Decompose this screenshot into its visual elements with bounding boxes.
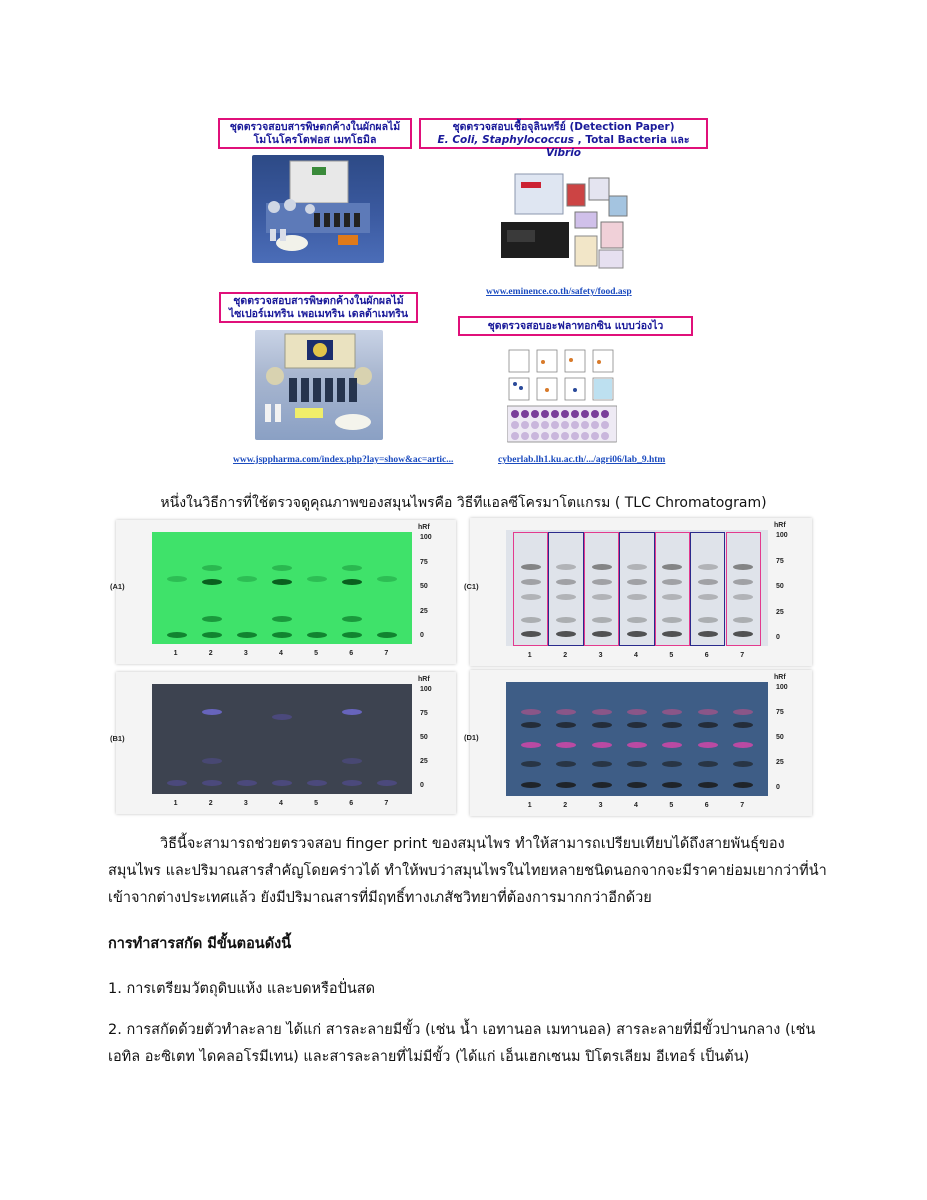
tlc-band (202, 709, 222, 715)
tlc-axis-tick: 75 (420, 558, 428, 566)
tlc-lane-number: 6 (349, 800, 354, 807)
tlc-band (592, 709, 612, 715)
tlc-axis-tick: 100 (776, 532, 788, 539)
tlc-axis-tick: 25 (420, 607, 428, 615)
tlc-band (202, 565, 222, 571)
tlc-band (556, 782, 576, 788)
tlc-axis-unit: hRf (774, 674, 786, 681)
tlc-band (272, 714, 292, 720)
tlc-axis-tick: 0 (420, 632, 424, 639)
tlc-band (307, 780, 327, 786)
tlc-axis-tick: 75 (776, 557, 784, 565)
tlc-lane-highlight (584, 532, 619, 646)
step-1: 1. การเตรียมวัตถุดิบแห้ง และบดหรือปั่นสด (108, 981, 375, 997)
tlc-band (733, 782, 753, 788)
tlc-lane-number: 1 (527, 802, 532, 809)
tlc-lane-number: 6 (704, 652, 709, 659)
tlc-lane-highlight (513, 532, 548, 646)
tlc-plate (506, 682, 768, 796)
tlc-band (237, 576, 257, 582)
link-jsppharma[interactable]: www.jsppharma.com/index.php?lay=show&ac=artic... (233, 455, 454, 465)
kit-photo-monocrotophos-drawing (252, 155, 384, 263)
paragraph-fingerprint: วิธีนี้จะสามารถช่วยตรวจสอบ finger print ของสมุนไพร ทำให้สามารถเปรียบเทียบได้ถึงสายพันธุ์ของสมุนไพร และปริมาณสารสำคัญโดยคร่าวได้ ทำให้พบว่าสมุนไพรในไทยหลายชนิดนอกจากจะมีราคาย่อมเยากว่าที่นำเข้าจากต่างประเทศแล้ว ยังมีปริมาณสารที่มีฤทธิ์ทางเภสัชวิทยาที่ต้องการมากกว่าอีกด้วย (108, 836, 827, 906)
tlc-band (202, 632, 222, 638)
tlc-band (733, 709, 753, 715)
kit-photo-aflatoxin-assay-drawing (507, 348, 617, 443)
tlc-band (592, 742, 612, 748)
tlc-band (521, 709, 541, 715)
tlc-band (556, 742, 576, 748)
tlc-axis-tick: 25 (420, 758, 428, 765)
tlc-lane-number: 3 (243, 650, 248, 657)
tlc-band (202, 780, 222, 786)
tlc-lane-number: 6 (704, 802, 709, 809)
kit-label-cypermethrin: ชุดตรวจสอบสารพิษตกค้างในผักผลไม้ ไซเปอร์เมทริน เพอเมทริน เดลต้าเมทริน (219, 292, 418, 323)
section-heading-extraction: การทำสารสกัด มีขั้นตอนดังนี้ (108, 936, 292, 952)
tlc-band (592, 782, 612, 788)
tlc-panel-b1 (110, 672, 456, 814)
tlc-band (733, 742, 753, 748)
tlc-band (342, 709, 362, 715)
tlc-panel-d1 (464, 670, 812, 816)
tlc-band (662, 709, 682, 715)
tlc-band (202, 758, 222, 764)
tlc-band (272, 565, 292, 571)
tlc-lane-number: 2 (208, 650, 213, 657)
tlc-band (662, 742, 682, 748)
tlc-band (272, 780, 292, 786)
tlc-axis-tick: 25 (776, 608, 784, 616)
tlc-band (521, 782, 541, 788)
tlc-caption: หนึ่งในวิธีการที่ใช้ตรวจดูคุณภาพของสมุนไพรคือ วิธีทีแอลซีโครมาโตแกรม ( TLC Chromatogram) (160, 495, 767, 511)
tlc-band (627, 709, 647, 715)
tlc-panel-a1 (110, 520, 456, 664)
tlc-band (342, 565, 362, 571)
tlc-axis-tick: 50 (776, 583, 784, 590)
tlc-lane-number: 2 (208, 800, 213, 807)
tlc-panel-label: (D1) (464, 733, 479, 743)
tlc-lane-number: 1 (173, 650, 178, 657)
tlc-axis-tick: 75 (420, 710, 428, 717)
tlc-lane-number: 5 (669, 652, 674, 659)
tlc-band (556, 709, 576, 715)
tlc-panel-label: (C1) (464, 582, 479, 592)
tlc-band (698, 742, 718, 748)
tlc-axis-tick: 0 (776, 634, 780, 641)
tlc-plate (152, 532, 412, 644)
tlc-axis-unit: hRf (774, 522, 786, 529)
tlc-band (272, 632, 292, 638)
tlc-lane-number: 3 (243, 800, 248, 807)
kit-photo-detection-paper (497, 170, 631, 274)
tlc-lane-number: 4 (279, 650, 283, 657)
tlc-lane-number: 7 (384, 800, 389, 807)
tlc-axis-tick: 25 (776, 759, 784, 766)
tlc-axis-tick: 75 (776, 709, 784, 716)
tlc-axis-tick: 100 (420, 534, 432, 541)
kit-photo-aflatoxin-assay (507, 348, 617, 443)
step-2: 2. การสกัดด้วยตัวทำละลาย ได้แก่ สารละลายมีขั้ว (เช่น น้ำ เอทานอล เมทานอล) สารละลายที่มีขั้วปานกลาง (เช่น เอทิล อะซิเตท ไดคลอโรมีเทน) และสารละลายที่ไม่มีขั้ว (ได้แก่ เอ็นเฮกเซนม ปิโตรเลียม อีเทอร์ เป็นต้น) (108, 1022, 816, 1065)
kit-photo-detection-paper-drawing (497, 170, 631, 274)
tlc-lane-number: 5 (314, 650, 319, 657)
tlc-lane-number: 5 (314, 800, 319, 807)
tlc-panel-label: (A1) (110, 582, 125, 592)
tlc-axis-tick: 100 (420, 686, 432, 693)
tlc-axis-unit: hRf (418, 524, 430, 531)
tlc-lane-number: 3 (598, 802, 603, 809)
kit-photo-monocrotophos (252, 155, 384, 263)
tlc-axis-tick: 0 (776, 784, 780, 791)
tlc-band (521, 761, 541, 767)
tlc-lane-highlight (726, 532, 761, 646)
tlc-lane-highlight (690, 532, 725, 646)
tlc-band (662, 782, 682, 788)
kit-photo-cypermethrin (255, 330, 383, 440)
tlc-panel-c1 (464, 518, 812, 666)
tlc-lane-number: 7 (740, 652, 745, 659)
link-eminence[interactable]: www.eminence.co.th/safety/food.asp (486, 287, 632, 297)
tlc-band (237, 780, 257, 786)
tlc-lane-highlight (548, 532, 583, 646)
tlc-band (167, 632, 187, 638)
tlc-axis-tick: 0 (420, 782, 424, 789)
tlc-band (167, 576, 187, 582)
tlc-lane-highlight (619, 532, 654, 646)
tlc-lane-number: 1 (173, 800, 178, 807)
tlc-lane-number: 2 (563, 652, 568, 659)
tlc-band (627, 782, 647, 788)
tlc-plate (152, 684, 412, 794)
kit-label-monocrotophos: ชุดตรวจสอบสารพิษตกค้างในผักผลไม้ โมโนโครโตฟอส เมทโธมิล (218, 118, 412, 149)
tlc-lane-number: 5 (669, 802, 674, 809)
tlc-lane-number: 7 (740, 802, 745, 809)
tlc-lane-number: 1 (527, 652, 532, 659)
tlc-lane-number: 3 (598, 652, 603, 659)
tlc-lane-number: 4 (279, 800, 283, 807)
tlc-axis-tick: 50 (420, 734, 428, 741)
tlc-band (167, 780, 187, 786)
tlc-lane-number: 4 (634, 802, 638, 809)
kit-label-detection-paper: ชุดตรวจสอบเชื้อจุลินทรีย์ (Detection Paper) E. Coli, Staphylococcus , Total Bacteria และ Vibrio (419, 118, 708, 149)
link-cyberlab[interactable]: cyberlab.lh1.ku.ac.th/.../agri06/lab_9.htm (498, 455, 666, 465)
tlc-band (627, 742, 647, 748)
tlc-lane-highlight (655, 532, 690, 646)
kit-label-aflatoxin: ชุดตรวจสอบอะฟลาทอกซิน แบบว่องไว (458, 316, 693, 336)
tlc-lane-number: 4 (634, 652, 638, 659)
tlc-band (698, 709, 718, 715)
tlc-lane-number: 7 (384, 650, 389, 657)
tlc-axis-tick: 50 (420, 583, 428, 590)
kit-photo-cypermethrin-drawing (255, 330, 383, 440)
tlc-band (698, 761, 718, 767)
tlc-panel-label: (B1) (110, 733, 125, 743)
tlc-lane-number: 6 (349, 650, 354, 657)
tlc-lane-number: 2 (563, 802, 568, 809)
tlc-band (237, 632, 257, 638)
tlc-axis-tick: 50 (776, 734, 784, 741)
tlc-band (521, 742, 541, 748)
tlc-band (698, 782, 718, 788)
tlc-axis-unit: hRf (418, 676, 430, 683)
tlc-band (592, 761, 612, 767)
tlc-axis-tick: 100 (776, 684, 788, 691)
